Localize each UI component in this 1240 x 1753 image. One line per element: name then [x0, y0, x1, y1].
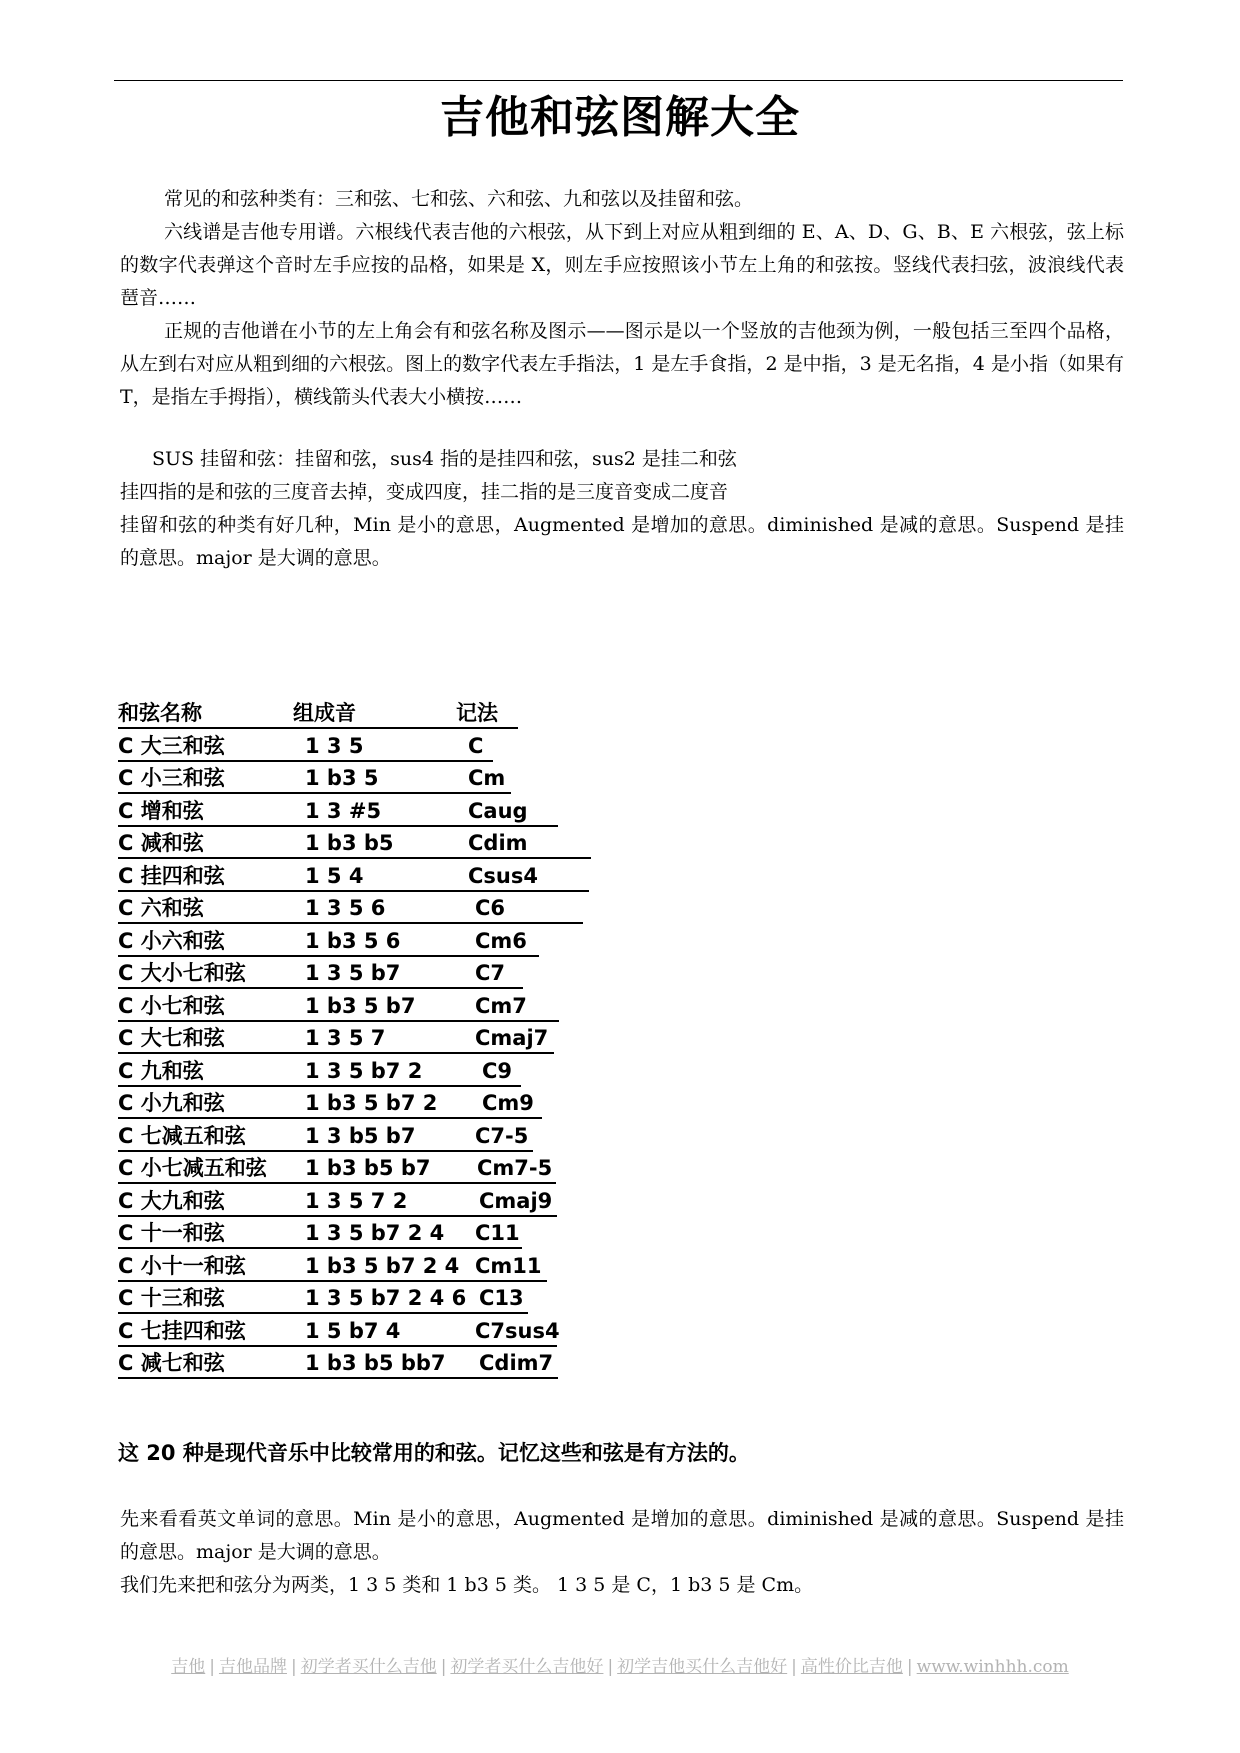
- row-underline: [118, 1117, 542, 1119]
- row-underline: [118, 792, 511, 794]
- chord-notes-cell: 1 3 5 b7 2 4 6: [305, 1286, 467, 1310]
- summary-heading: 这 20 种是现代音乐中比较常用的和弦。记忆这些和弦是有方法的。: [118, 1441, 750, 1465]
- footer-link[interactable]: 吉他品牌: [218, 1657, 287, 1677]
- chord-name-cell: C 小九和弦: [118, 1091, 225, 1115]
- row-underline: [118, 1085, 521, 1087]
- row-underline: [118, 1052, 554, 1054]
- chord-notes-cell: 1 3 5 6: [305, 896, 386, 920]
- footer-separator: |: [290, 1657, 297, 1677]
- chord-symbol-cell: C11: [475, 1221, 520, 1245]
- footer-link[interactable]: 初学者买什么吉他好: [450, 1657, 604, 1677]
- intro-paragraph-chord-diagram: 正规的吉他谱在小节的左上角会有和弦名称及图示——图示是以一个竖放的吉他颈为例，一般包括三至四个品格，从左到右对应从粗到细的六根弦。图上的数字代表左手指法，1 是左手食指，2 是中指，3 是无名指，4 是小指（如果有 T，是指左手拇指），横线箭头代表大小横按……: [120, 320, 1124, 408]
- chord-symbol-cell: Csus4: [468, 863, 538, 888]
- row-underline: [118, 760, 493, 762]
- sus-paragraph-definition: SUS 挂留和弦：挂留和弦，sus4 指的是挂四和弦，sus2 是挂二和弦: [152, 448, 737, 470]
- sus-paragraph-terms: 挂留和弦的种类有好几种，Min 是小的意思，Augmented 是增加的意思。diminished 是减的意思。Suspend 是挂的意思。major 是大调的意思。: [120, 514, 1124, 569]
- chord-name-cell: C 七减五和弦: [118, 1123, 246, 1148]
- footer-link[interactable]: www.winhhh.com: [916, 1657, 1069, 1677]
- chord-notes-cell: 1 5 b7 4: [305, 1318, 401, 1343]
- sus-paragraph-explanation: 挂四指的是和弦的三度音去掉，变成四度，挂二指的是三度音变成二度音: [120, 481, 729, 503]
- outro-section: [120, 1503, 1124, 1602]
- chord-symbol-cell: Cdim: [468, 831, 528, 855]
- chord-notes-cell: 1 3 5: [305, 733, 364, 758]
- header-chord-name: 和弦名称: [118, 701, 202, 725]
- footer-separator: |: [791, 1657, 797, 1677]
- chord-name-cell: C 增和弦: [118, 798, 204, 823]
- intro-paragraph-chord-types: 常见的和弦种类有：三和弦、七和弦、六和弦、九和弦以及挂留和弦。: [164, 188, 754, 210]
- chord-name-cell: C 大九和弦: [118, 1188, 225, 1213]
- header-underline: [118, 727, 518, 729]
- chord-name-cell: C 小十一和弦: [118, 1253, 246, 1278]
- header-notes: 组成音: [293, 701, 356, 725]
- row-underline: [118, 890, 589, 892]
- footer-separator: |: [607, 1657, 614, 1677]
- chord-name-cell: C 小七和弦: [118, 993, 225, 1018]
- chord-name-cell: C 大七和弦: [118, 1026, 225, 1050]
- top-rule: [114, 80, 1123, 81]
- footer-separator: |: [209, 1657, 215, 1677]
- chord-notes-cell: 1 3 5 7 2: [305, 1188, 408, 1213]
- footer-links: [0, 1655, 1240, 1679]
- chord-symbol-cell: Cm: [468, 766, 506, 790]
- chord-name-cell: C 减和弦: [118, 831, 204, 855]
- footer-link[interactable]: 吉他: [171, 1657, 206, 1677]
- chord-notes-cell: 1 b3 5 b7: [305, 993, 416, 1018]
- row-underline: [118, 1150, 533, 1152]
- chord-notes-cell: 1 3 5 7: [305, 1026, 386, 1050]
- outro-paragraph-classification: 我们先来把和弦分为两类，1 3 5 类和 1 b3 5 类。 1 3 5 是 C，1 b3 5 是 Cm。: [120, 1574, 814, 1596]
- row-underline: [118, 1215, 557, 1217]
- intro-paragraph-tablature: 六线谱是吉他专用谱。六根线代表吉他的六根弦，从下到上对应从粗到细的 E、A、D、G、B、E 六根弦，弦上标的数字代表弹这个音时左手应按的品格，如果是 X，则左手应按照该小节左上角的和弦按。竖线代表扫弦，波浪线代表琶音……: [120, 221, 1124, 309]
- chord-symbol-cell: C6: [475, 896, 506, 920]
- chord-notes-cell: 1 b3 b5 b7: [305, 1156, 431, 1180]
- chord-symbol-cell: Cdim7: [479, 1351, 554, 1375]
- footer-link[interactable]: 高性价比吉他: [800, 1657, 903, 1677]
- chord-notes-cell: 1 3 5 b7 2 4: [305, 1221, 445, 1245]
- header-symbol: 记法: [456, 701, 498, 725]
- chord-name-cell: C 大三和弦: [118, 733, 225, 758]
- page-title: 吉他和弦图解大全: [440, 92, 800, 143]
- chord-notes-cell: 1 b3 5 b7 2: [305, 1091, 438, 1115]
- footer-separator: |: [906, 1657, 913, 1677]
- chord-name-cell: C 小三和弦: [118, 766, 225, 790]
- chord-name-cell: C 九和弦: [118, 1058, 204, 1083]
- chord-symbol-cell: Cm6: [475, 928, 527, 953]
- row-underline: [118, 857, 591, 859]
- chord-symbol-cell: C13: [479, 1286, 524, 1310]
- row-underline: [118, 1280, 547, 1282]
- row-underline: [118, 1182, 556, 1184]
- chord-notes-cell: 1 3 5 b7: [305, 961, 401, 985]
- chord-name-cell: C 十三和弦: [118, 1286, 225, 1310]
- row-underline: [118, 955, 539, 957]
- chord-notes-cell: 1 3 5 b7 2: [305, 1058, 423, 1083]
- row-underline: [118, 1345, 557, 1347]
- chord-symbol-cell: Cmaj7: [475, 1026, 549, 1050]
- chord-notes-cell: 1 3 #5: [305, 798, 382, 823]
- row-underline: [118, 1247, 522, 1249]
- footer-separator: |: [440, 1657, 447, 1677]
- chord-symbol-cell: C7sus4: [475, 1318, 560, 1343]
- chord-name-cell: C 六和弦: [118, 896, 204, 920]
- chord-notes-cell: 1 b3 5 b7 2 4: [305, 1253, 460, 1278]
- chord-symbol-cell: Cm9: [482, 1091, 534, 1115]
- row-underline: [118, 1020, 559, 1022]
- footer-link[interactable]: 初学吉他买什么吉他好: [617, 1657, 788, 1677]
- row-underline: [118, 1312, 528, 1314]
- intro-section: [120, 183, 1124, 414]
- chord-symbol-cell: Cmaj9: [479, 1188, 553, 1213]
- chord-symbol-cell: Cm11: [475, 1253, 542, 1278]
- chord-notes-cell: 1 b3 b5 bb7: [305, 1351, 446, 1375]
- chord-name-cell: C 小六和弦: [118, 928, 225, 953]
- chord-symbol-cell: Cm7-5: [477, 1156, 553, 1180]
- chord-symbol-cell: C: [468, 733, 484, 758]
- chord-name-cell: C 挂四和弦: [118, 863, 225, 888]
- chord-name-cell: C 大小七和弦: [118, 961, 246, 985]
- chord-symbol-cell: C7-5: [475, 1123, 529, 1148]
- chord-name-cell: C 减七和弦: [118, 1351, 225, 1375]
- chord-notes-cell: 1 b3 5: [305, 766, 379, 790]
- chord-symbol-cell: Caug: [468, 798, 528, 823]
- chord-name-cell: C 小七减五和弦: [118, 1156, 267, 1180]
- footer-link[interactable]: 初学者买什么吉他: [300, 1657, 437, 1677]
- chord-symbol-cell: Cm7: [475, 993, 527, 1018]
- chord-name-cell: C 七挂四和弦: [118, 1318, 246, 1343]
- row-underline: [118, 987, 523, 989]
- chord-notes-cell: 1 b3 5 6: [305, 928, 401, 953]
- chord-notes-cell: 1 b3 b5: [305, 831, 394, 855]
- chord-notes-cell: 1 5 4: [305, 863, 364, 888]
- row-underline: [118, 922, 583, 924]
- sus-section: [120, 443, 1124, 575]
- chord-notes-cell: 1 3 b5 b7: [305, 1123, 416, 1148]
- chord-symbol-cell: C9: [482, 1058, 513, 1083]
- row-underline: [118, 825, 558, 827]
- row-underline: [118, 1377, 558, 1379]
- chord-symbol-cell: C7: [475, 961, 506, 985]
- chord-name-cell: C 十一和弦: [118, 1221, 225, 1245]
- outro-paragraph-terms: 先来看看英文单词的意思。Min 是小的意思，Augmented 是增加的意思。diminished 是减的意思。Suspend 是挂的意思。major 是大调的意思。: [120, 1508, 1124, 1563]
